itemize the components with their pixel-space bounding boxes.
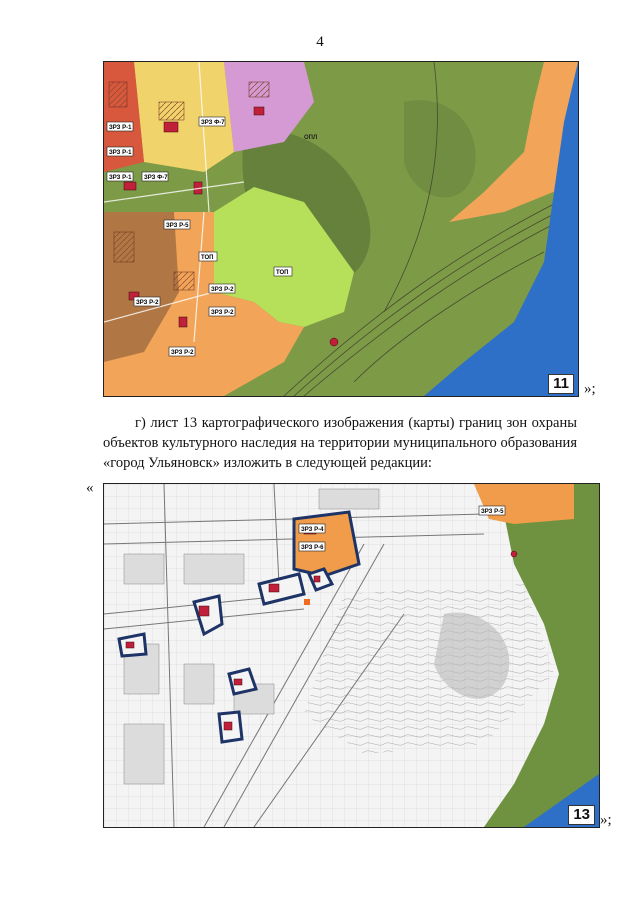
zone-label: ЗРЗ Ф-7: [144, 175, 168, 181]
sheet-number-13: 13: [568, 805, 595, 825]
zone-label: ЗРЗ Р-5: [481, 509, 504, 515]
closing-quote-2: »;: [600, 812, 612, 828]
zone-label: ОПЛ: [304, 135, 318, 141]
orange-zone-north: [474, 484, 574, 524]
map-11-drawing: [104, 62, 578, 396]
zone-label: ЗРЗ Р-6: [301, 545, 324, 551]
zone-label: ЗРЗ Р-2: [211, 310, 234, 316]
zone-label: ЗРЗ Р-5: [166, 223, 189, 229]
page-number: 4: [316, 34, 324, 50]
amendment-paragraph: г) лист 13 картографического изображения (карты) границ зон охраны объектов культурного наследия на территории муниципального образования «город Ульяновск» изложить в следующей редакции:: [103, 415, 577, 471]
zone-label: ЗРЗ Р-1: [109, 175, 132, 181]
zone-label: ТОП: [201, 255, 214, 261]
zone-label: ЗРЗ Р-1: [109, 150, 132, 156]
zone-label: ЗРЗ Р-2: [211, 287, 234, 293]
zone-label: ТОП: [276, 270, 289, 276]
zone-label: ЗРЗ Р-2: [171, 350, 194, 356]
opening-quote-2: «: [86, 480, 94, 496]
zone-label: ЗРЗ Р-1: [109, 125, 132, 131]
closing-quote-1: »;: [584, 381, 596, 397]
map-sheet-11: [103, 61, 579, 397]
map-13-drawing: [104, 484, 599, 827]
map-sheet-13: [103, 483, 600, 828]
zone-label: ЗРЗ Ф-7: [201, 120, 225, 126]
zone-label: ЗРЗ Р-4: [301, 527, 324, 533]
sheet-number-11: 11: [548, 374, 574, 394]
zone-label: ЗРЗ Р-2: [136, 300, 159, 306]
